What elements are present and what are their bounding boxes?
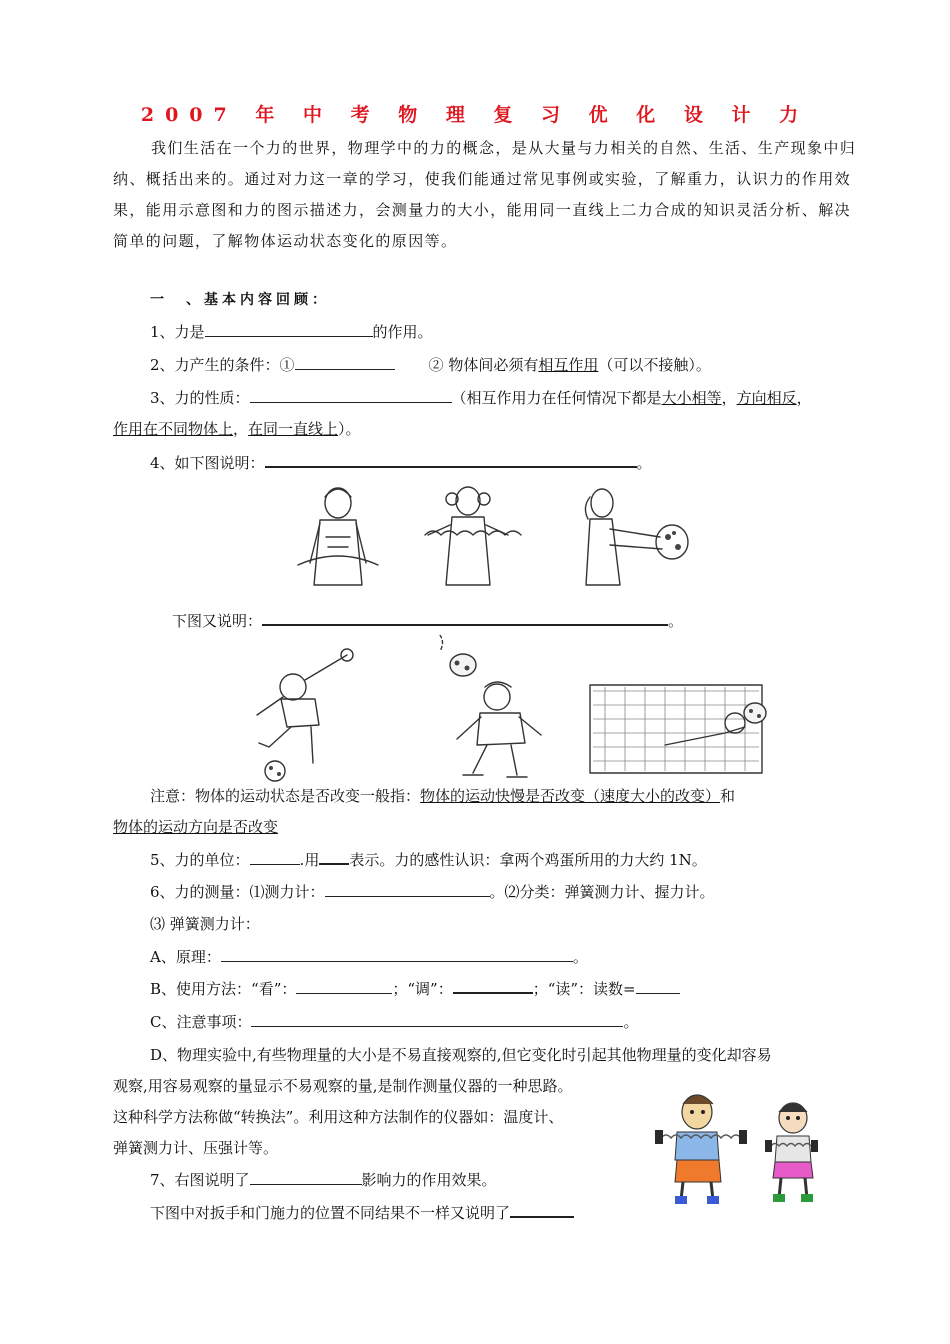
qA-prefix: A、原理： — [150, 948, 221, 966]
q4b-prefix: 下图又说明： — [172, 612, 263, 630]
qA-suffix: 。 — [572, 948, 588, 966]
qB-sep1: ；“调”： — [392, 980, 453, 998]
girl-bending-stick-figure — [298, 488, 378, 585]
deformation-illustration — [290, 485, 710, 590]
q6-blank[interactable] — [325, 882, 490, 897]
question-7 — [150, 1169, 497, 1190]
q3-sep2: ， — [796, 389, 812, 407]
q1-prefix: 1、力是 — [150, 323, 205, 341]
q7b-blank[interactable] — [510, 1202, 574, 1218]
q1-blank[interactable] — [205, 322, 373, 337]
note-u2: 物体的运动方向是否改变 — [113, 818, 279, 836]
q4b-blank[interactable] — [262, 610, 668, 626]
question-A — [150, 946, 588, 967]
note-u1: 物体的运动快慢是否改变（速度大小的改变） — [420, 787, 721, 805]
question-4b — [172, 610, 683, 631]
q4b-suffix: 。 — [668, 612, 684, 630]
question-D-line-1: D、物理实验中,有些物理量的大小是不易直接观察的,但它变化时引起其他物理量的变化却容易 — [150, 1046, 772, 1064]
note-line-2 — [113, 816, 278, 837]
question-C — [150, 1011, 639, 1032]
goalkeeper-saving-figure — [590, 685, 766, 773]
question-2 — [150, 354, 711, 375]
qC-suffix: 。 — [623, 1013, 639, 1031]
q2-middle: ② 物体间必须有 — [428, 356, 539, 374]
q3-sep1: ， — [721, 389, 737, 407]
q2-underlined: 相互作用 — [538, 356, 599, 374]
q7-prefix: 7、右图说明了 — [150, 1171, 250, 1189]
question-3-cont — [113, 418, 361, 439]
q5-blank-2[interactable] — [319, 849, 349, 865]
question-1 — [150, 321, 433, 342]
q5-suffix: 表示。力的感性认识：拿两个鸡蛋所用的力大约 1N。 — [349, 851, 707, 869]
q4-blank[interactable] — [265, 452, 637, 468]
q2-blank[interactable] — [295, 355, 395, 370]
qB-blank-2[interactable] — [453, 978, 533, 994]
q5-prefix: 5、力的单位： — [150, 851, 250, 869]
q5-middle: .用 — [299, 851, 320, 869]
q3-sep3: ， — [233, 420, 249, 438]
spring-stretching-boys-illustration — [655, 1090, 850, 1210]
note-prefix: 注意：物体的运动状态是否改变一般指： — [150, 787, 421, 805]
qB-prefix: B、使用方法：“看”： — [150, 980, 297, 998]
qA-blank[interactable] — [221, 947, 573, 962]
big-boy-figure — [655, 1095, 747, 1204]
question-6 — [150, 881, 715, 902]
qC-blank[interactable] — [251, 1012, 623, 1027]
question-4 — [150, 452, 652, 473]
question-B — [150, 978, 680, 999]
q3-u1: 大小相等 — [661, 389, 722, 407]
q3-suffix: ）。 — [338, 420, 361, 438]
question-3 — [150, 387, 812, 408]
q4-suffix: 。 — [636, 454, 652, 472]
q4-prefix: 4、如下图说明： — [150, 454, 265, 472]
q7-blank[interactable] — [250, 1170, 362, 1185]
qC-prefix: C、注意事项： — [150, 1013, 252, 1031]
question-D-line-2: 观察,用容易观察的量显示不易观察的量,是制作测量仪器的一种思路。 — [113, 1077, 573, 1095]
intro-text: 我们生活在一个力的世界，物理学中的力的概念，是从大量与力相关的自然、生活、生产现象中归纳、概括出来的。通过对力这一章的学习，使我们能通过常见事例或实验，了解重力，认识力的作用效果，能用示意图和力的图示描述力，会测量力的大小，能用同一直线上二力合成的知识灵活分析、解决简单的问题，了解物体运动状态变化的原因等。 — [113, 139, 857, 250]
girl-stretching-spring-figure — [425, 487, 521, 585]
q3-prefix: 3、力的性质： — [150, 389, 250, 407]
q1-suffix: 的作用。 — [372, 323, 433, 341]
q7b-text: 下图中对扳手和门施力的位置不同结果不一样又说明了 — [150, 1204, 511, 1222]
question-D-line-3: 这种科学方法称做“转换法”。利用这种方法制作的仪器如：温度计、 — [113, 1108, 564, 1126]
q5-blank-1[interactable] — [250, 850, 300, 865]
page-title: 2007 年 中 考 物 理 复 习 优 化 设 计 力 — [140, 104, 810, 126]
q3-middle: （相互作用力在任何情况下都是 — [451, 389, 662, 407]
q7-suffix: 影响力的作用效果。 — [361, 1171, 497, 1189]
qB-blank-1[interactable] — [296, 979, 392, 994]
girl-squeezing-ball-figure — [585, 489, 688, 585]
soccer-illustration — [235, 635, 780, 785]
boy-kicking-ball-figure — [257, 649, 353, 781]
qB-blank-3[interactable] — [636, 979, 680, 994]
note-middle: 和 — [720, 787, 736, 805]
q3-blank[interactable] — [250, 388, 452, 403]
note-line-1 — [150, 785, 735, 806]
question-5 — [150, 849, 707, 870]
q6-suffix: 。⑵分类：弹簧测力计、握力计。 — [489, 883, 715, 901]
small-boy-figure — [765, 1103, 818, 1202]
q3-u2: 方向相反 — [736, 389, 797, 407]
boy-heading-ball-figure — [440, 635, 541, 777]
q2-prefix: 2、力产生的条件：① — [150, 356, 295, 374]
question-7b — [150, 1202, 574, 1223]
question-6-3: ⑶ 弹簧测力计： — [150, 915, 260, 933]
q3-u4: 在同一直线上 — [248, 420, 339, 438]
question-D-line-4: 弹簧测力计、压强计等。 — [113, 1139, 279, 1157]
q3-u3: 作用在不同物体上 — [113, 420, 234, 438]
q2-suffix: （可以不接触）。 — [598, 356, 711, 374]
qB-sep2: ；“读”：读数= — [532, 980, 636, 998]
section-heading: 一 、基本内容回顾： — [150, 292, 330, 308]
q6-prefix: 6、力的测量：⑴测力计： — [150, 883, 325, 901]
intro-paragraph — [113, 133, 865, 257]
